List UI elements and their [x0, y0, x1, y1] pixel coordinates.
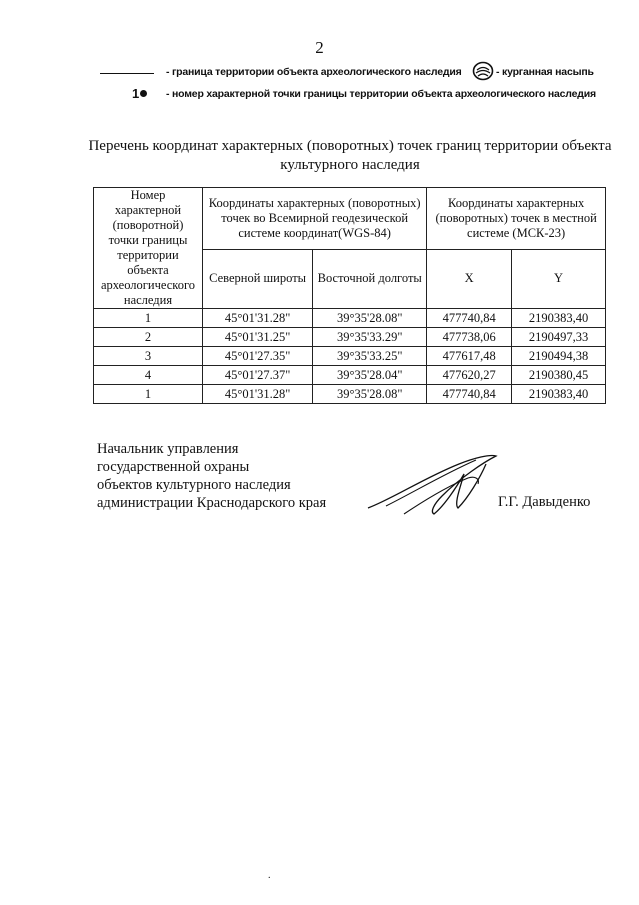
cell-number: 4 [94, 366, 203, 385]
cell-x: 477620,27 [427, 366, 512, 385]
table-row [94, 309, 606, 328]
handwritten-signature [364, 448, 504, 520]
footer-mark: . [268, 870, 271, 881]
cell-latitude: 45°01'27.37" [203, 366, 313, 385]
cell-number: 1 [94, 385, 203, 404]
legend-boundary-text: - граница территории объекта археологического наследия [166, 66, 462, 78]
cell-x: 477617,48 [427, 347, 512, 366]
cell-number: 2 [94, 328, 203, 347]
cell-y: 2190383,40 [512, 385, 606, 404]
page-number: 2 [315, 38, 324, 57]
coordinates-table [93, 187, 606, 404]
cell-longitude: 39°35'28.08" [313, 385, 427, 404]
cell-latitude: 45°01'27.35" [203, 347, 313, 366]
signatory-line: объектов культурного наследия [97, 477, 291, 493]
header-msk: Координаты характерных (поворотных) точек в местной системе (МСК-23) [427, 188, 606, 250]
legend-kurgan-text: - курганная насыпь [496, 66, 594, 78]
cell-longitude: 39°35'33.25" [313, 347, 427, 366]
cell-x: 477738,06 [427, 328, 512, 347]
cell-longitude: 39°35'33.29" [313, 328, 427, 347]
cell-y: 2190383,40 [512, 309, 606, 328]
signatory-line: государственной охраны [97, 459, 250, 475]
table-row [94, 347, 606, 366]
header-point-number: Номер характерной (поворотной) точки границы территории объекта археологического наследия [94, 188, 203, 309]
cell-latitude: 45°01'31.28" [203, 309, 313, 328]
point-marker-icon [132, 86, 147, 101]
point-marker-number: 1 [132, 86, 140, 101]
document-title: Перечень координат характерных (поворотных) точек границ территории объекта культурного наследия [88, 138, 612, 173]
table-row [94, 328, 606, 347]
cell-longitude: 39°35'28.04" [313, 366, 427, 385]
header-longitude: Восточной долготы [313, 249, 427, 309]
signer-name: Г.Г. Давыденко [498, 494, 591, 510]
cell-y: 2190494,38 [512, 347, 606, 366]
header-x: X [427, 249, 512, 309]
table-row [94, 385, 606, 404]
header-wgs: Координаты характерных (поворотных) точек во Всемирной геодезической системе координат(WGS-84) [203, 188, 427, 250]
cell-x: 477740,84 [427, 309, 512, 328]
signatory-line: администрации Краснодарского края [97, 495, 327, 511]
header-y: Y [512, 249, 606, 309]
table-row [94, 366, 606, 385]
cell-x: 477740,84 [427, 385, 512, 404]
cell-latitude: 45°01'31.25" [203, 328, 313, 347]
kurgan-mound-icon [472, 61, 494, 81]
cell-number: 3 [94, 347, 203, 366]
header-latitude: Северной широты [203, 249, 313, 309]
point-dot-icon [140, 90, 147, 97]
cell-latitude: 45°01'31.28" [203, 385, 313, 404]
signatory-line: Начальник управления [97, 441, 239, 457]
signatory-position [97, 440, 326, 512]
cell-longitude: 39°35'28.08" [313, 309, 427, 328]
cell-y: 2190380,45 [512, 366, 606, 385]
legend-point-text: - номер характерной точки границы территории объекта археологического наследия [166, 88, 596, 100]
cell-number: 1 [94, 309, 203, 328]
boundary-line-icon [100, 73, 154, 74]
cell-y: 2190497,33 [512, 328, 606, 347]
